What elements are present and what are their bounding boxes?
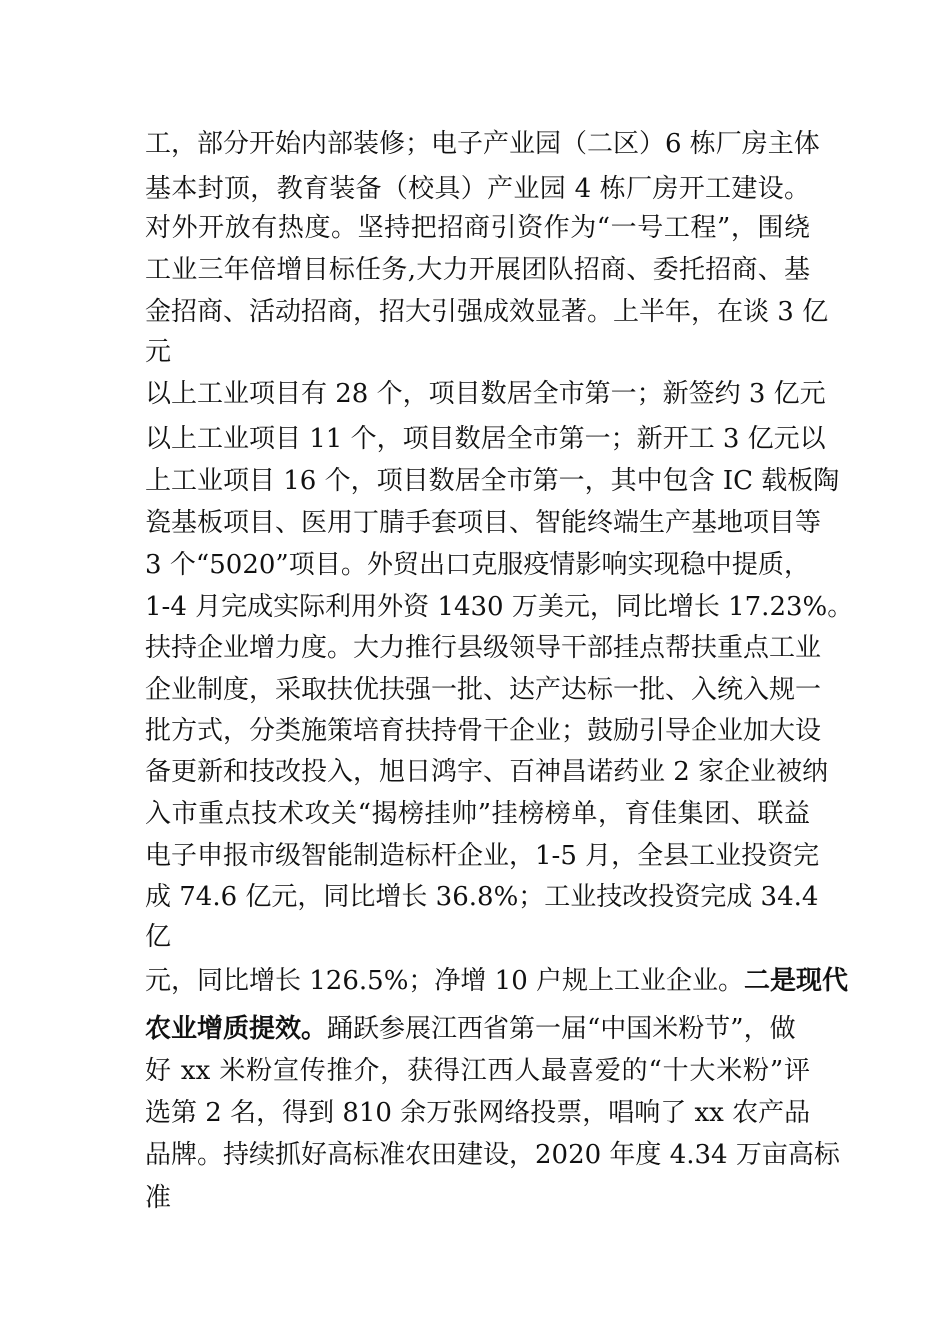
text-line-mixed (145, 961, 849, 1001)
text-line: 1-4 月完成实际利用外资 1430 万美元，同比增长 17.23%。 (145, 592, 854, 622)
body-text: 踊跃参展江西省第一届“中国米粉节”，做 (327, 1014, 796, 1044)
text-line: 准 (145, 1183, 172, 1213)
text-line: 元 (145, 337, 172, 367)
text-line: 成 74.6 亿元，同比增长 36.8%；工业技改投资完成 34.4 (145, 882, 819, 912)
text-line: 批方式，分类施策培育扶持骨干企业；鼓励引导企业加大设 (145, 716, 822, 746)
text-line: 以上工业项目 11 个，项目数居全市第一；新开工 3 亿元以 (145, 424, 826, 454)
text-line: 3 个“5020”项目。外贸出口克服疫情影响实现稳中提质， (145, 550, 810, 580)
text-line: 选第 2 名，得到 810 余万张网络投票，唱响了 xx 农产品 (145, 1098, 811, 1128)
text-line: 上工业项目 16 个，项目数居全市第一，其中包含 IC 载板陶 (145, 466, 840, 496)
text-line: 入市重点技术攻关“揭榜挂帅”挂榜榜单，育佳集团、联益 (145, 799, 810, 829)
text-line: 以上工业项目有 28 个，项目数居全市第一；新签约 3 亿元 (145, 379, 826, 409)
text-line: 企业制度，采取扶优扶强一批、达产达标一批、入统入规一 (145, 675, 822, 705)
body-text: 元，同比增长 126.5%；净增 10 户规上工业企业。 (145, 966, 745, 996)
text-line: 品牌。持续抓好高标准农田建设，2020 年度 4.34 万亩高标 (145, 1140, 840, 1170)
section-heading: 农业增质提效。 (145, 1014, 328, 1044)
text-line: 工，部分开始内部装修；电子产业园（二区）6 栋厂房主体 (145, 129, 820, 159)
section-heading: 二是现代 (744, 966, 849, 996)
text-line: 对外开放有热度。坚持把招商引资作为“一号工程”，围绕 (145, 213, 810, 243)
text-line-mixed (145, 1009, 810, 1049)
text-line: 好 xx 米粉宣传推介，获得江西人最喜爱的“十大米粉”评 (145, 1056, 810, 1086)
text-line: 电子申报市级智能制造标杆企业，1-5 月，全县工业投资完 (145, 841, 820, 871)
text-line: 工业三年倍增目标任务,大力开展团队招商、委托招商、基 (145, 255, 810, 285)
text-line: 备更新和技改投入，旭日鸿宇、百神昌诺药业 2 家企业被纳 (145, 757, 829, 787)
text-line: 基本封顶，教育装备（校具）产业园 4 栋厂房开工建设。 (145, 174, 810, 204)
text-line: 瓷基板项目、医用丁腈手套项目、智能终端生产基地项目等 (145, 508, 822, 538)
text-line: 扶持企业增力度。大力推行县级领导干部挂点帮扶重点工业 (145, 633, 822, 663)
text-line: 金招商、活动招商，招大引强成效显著。上半年，在谈 3 亿 (145, 297, 829, 327)
text-line: 亿 (145, 922, 172, 952)
